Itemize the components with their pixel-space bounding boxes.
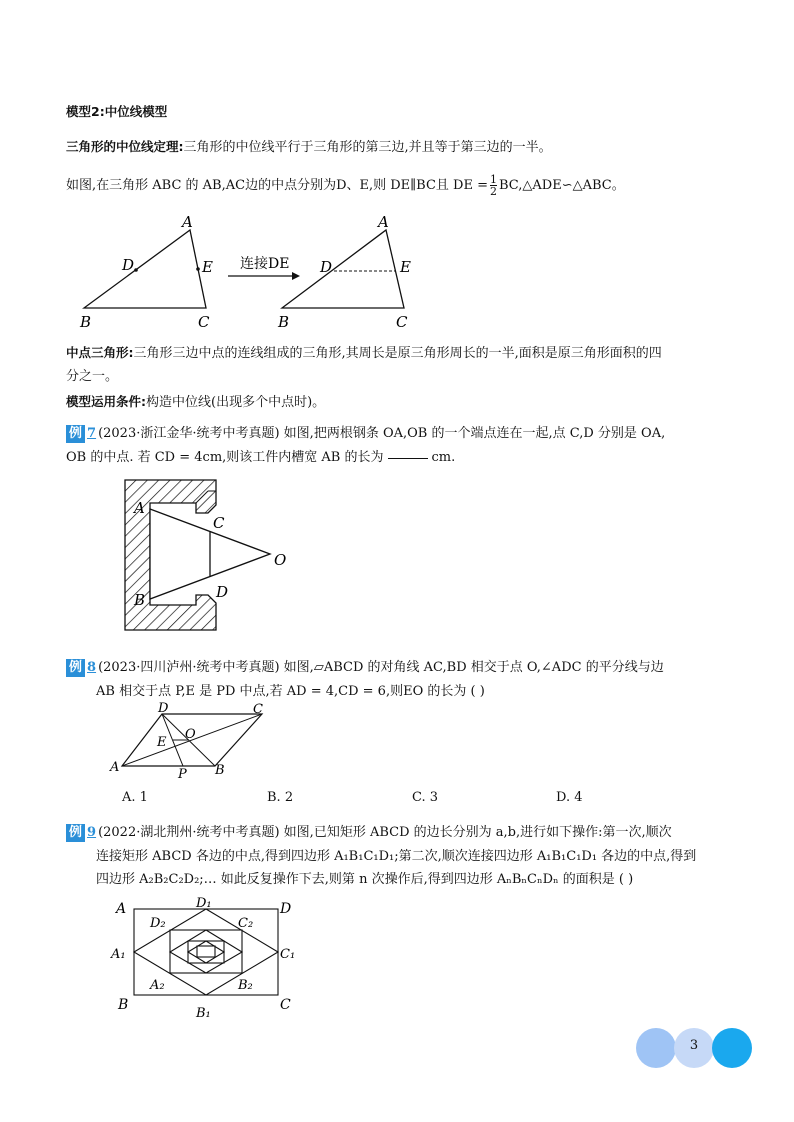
label-D: D (158, 701, 169, 716)
theorem-line (66, 138, 552, 157)
midpoint-triangle-line2: 分之一。 (66, 369, 119, 384)
label-B-left: B (80, 313, 92, 331)
label-D-left: D (122, 256, 135, 274)
example7-text2b: cm. (431, 450, 456, 465)
model-use-label: 模型运用条件: (66, 394, 146, 409)
steel-bars (150, 509, 270, 599)
fraction (490, 174, 497, 197)
label-P: P (178, 767, 187, 782)
label-D: D (216, 583, 229, 601)
page-number: 3 (689, 1038, 699, 1053)
example7-line1 (66, 425, 665, 443)
option-b[interactable]: B. 2 (267, 790, 294, 805)
midpoint-triangle-label: 中点三角形: (66, 345, 134, 360)
intro-before: 如图,在三角形 ABC 的 AB,AC边的中点分别为D、E,则 DE∥BC且 DE = (66, 178, 488, 193)
example9-text1: (2022·湖北荆州·统考中考真题) 如图,已知矩形 ABCD 的边长分别为 a,b,进行如下操作:第一次,顺次 (98, 825, 672, 840)
option-c[interactable]: C. 3 (412, 790, 439, 805)
label-E: E (157, 735, 167, 750)
label-E-right: E (400, 258, 411, 276)
page-circle-left (636, 1028, 676, 1068)
example9-line1 (66, 824, 672, 842)
example7-tag: 例 (66, 425, 85, 443)
intro-line (66, 174, 625, 197)
quad-a2b2c2d2 (170, 930, 242, 973)
label-B2: B₂ (238, 978, 253, 993)
label-D2: D₂ (150, 916, 166, 931)
label-O: O (185, 727, 196, 742)
midline-figure (70, 210, 430, 335)
workpiece-figure (118, 475, 298, 635)
example9-tag: 例 (66, 824, 85, 842)
midpoint-triangle-line1 (66, 344, 662, 363)
example7-number: 7 (87, 426, 97, 441)
label-B: B (118, 997, 129, 1013)
label-A: A (134, 499, 145, 517)
fraction-numerator: 1 (489, 173, 497, 186)
answer-blank (388, 458, 428, 459)
example9-line3: 四边形 A₂B₂C₂D₂;… 如此反复操作下去,则第 n 次操作后,得到四边形 AₙBₙCₙDₙ 的面积是 ( ) (96, 872, 634, 887)
label-A: A (110, 760, 120, 775)
label-O: O (274, 551, 287, 569)
example8-text1: (2023·四川泸州·统考中考真题) 如图,▱ABCD 的对角线 AC,BD 相交于点 O,∠ADC 的平分线与边 (98, 660, 664, 675)
label-C: C (213, 514, 225, 532)
connect-arrow (228, 255, 300, 280)
example7-text1: (2023·浙江金华·统考中考真题) 如图,把两根钢条 OA,OB 的一个端点连在一起,点 C,D 分别是 OA, (98, 426, 666, 441)
label-B-right: B (278, 313, 290, 331)
page-circle-right (712, 1028, 752, 1068)
example8-line2: AB 相交于点 P,E 是 PD 中点,若 AD = 4,CD = 6,则EO 的长为 ( ) (96, 684, 485, 699)
section-title: 模型2:中位线模型 (66, 104, 168, 119)
example7-line2 (66, 449, 455, 467)
triangle-right (277, 213, 411, 331)
label-B: B (134, 591, 146, 609)
model-use-line (66, 393, 325, 412)
label-B: B (215, 763, 225, 778)
example9-number: 9 (87, 825, 97, 840)
label-D-right: D (320, 258, 333, 276)
theorem-text: 三角形的中位线平行于三角形的第三边,并且等于第三边的一半。 (183, 140, 552, 155)
example9-line2: 连接矩形 ABCD 各边的中点,得到四边形 A₁B₁C₁D₁;第二次,顺次连接四边形 A₁B₁C₁D₁ 各边的中点,得到 (96, 849, 697, 864)
nested-rectangles-figure (110, 893, 310, 1021)
label-C-left: C (198, 313, 210, 331)
arrow-label: 连接DE (240, 256, 290, 272)
label-C2: C₂ (238, 916, 254, 931)
label-C1: C₁ (280, 947, 296, 962)
fraction-denominator: 2 (489, 185, 497, 198)
label-C: C (280, 997, 291, 1013)
label-C: C (253, 702, 263, 717)
option-a[interactable]: A. 1 (122, 790, 148, 805)
label-C-right: C (396, 313, 408, 331)
label-B1: B₁ (196, 1006, 211, 1021)
label-E-left: E (202, 258, 213, 276)
label-A-left: A (182, 213, 193, 231)
triangle-left (79, 213, 213, 331)
parallelogram-figure (105, 700, 285, 785)
label-A: A (116, 901, 127, 917)
example8-tag: 例 (66, 659, 85, 677)
label-A-right: A (378, 213, 389, 231)
model-use-text: 构造中位线(出现多个中点时)。 (146, 395, 326, 410)
label-D: D (280, 901, 292, 917)
option-d[interactable]: D. 4 (556, 790, 583, 805)
midpoint-triangle-text1: 三角形三边中点的连线组成的三角形,其周长是原三角形周长的一半,面积是原三角形面积的四 (133, 346, 662, 361)
label-A1: A₁ (111, 947, 126, 962)
example8-number: 8 (87, 660, 97, 675)
example7-text2a: OB 的中点. 若 CD = 4cm,则该工件内槽宽 AB 的长为 (66, 450, 384, 465)
intro-after: BC,△ADE∽△ABC。 (498, 178, 625, 193)
theorem-label: 三角形的中位线定理: (66, 139, 184, 154)
label-D1: D₁ (196, 896, 212, 911)
label-A2: A₂ (150, 978, 165, 993)
example8-line1 (66, 659, 664, 677)
